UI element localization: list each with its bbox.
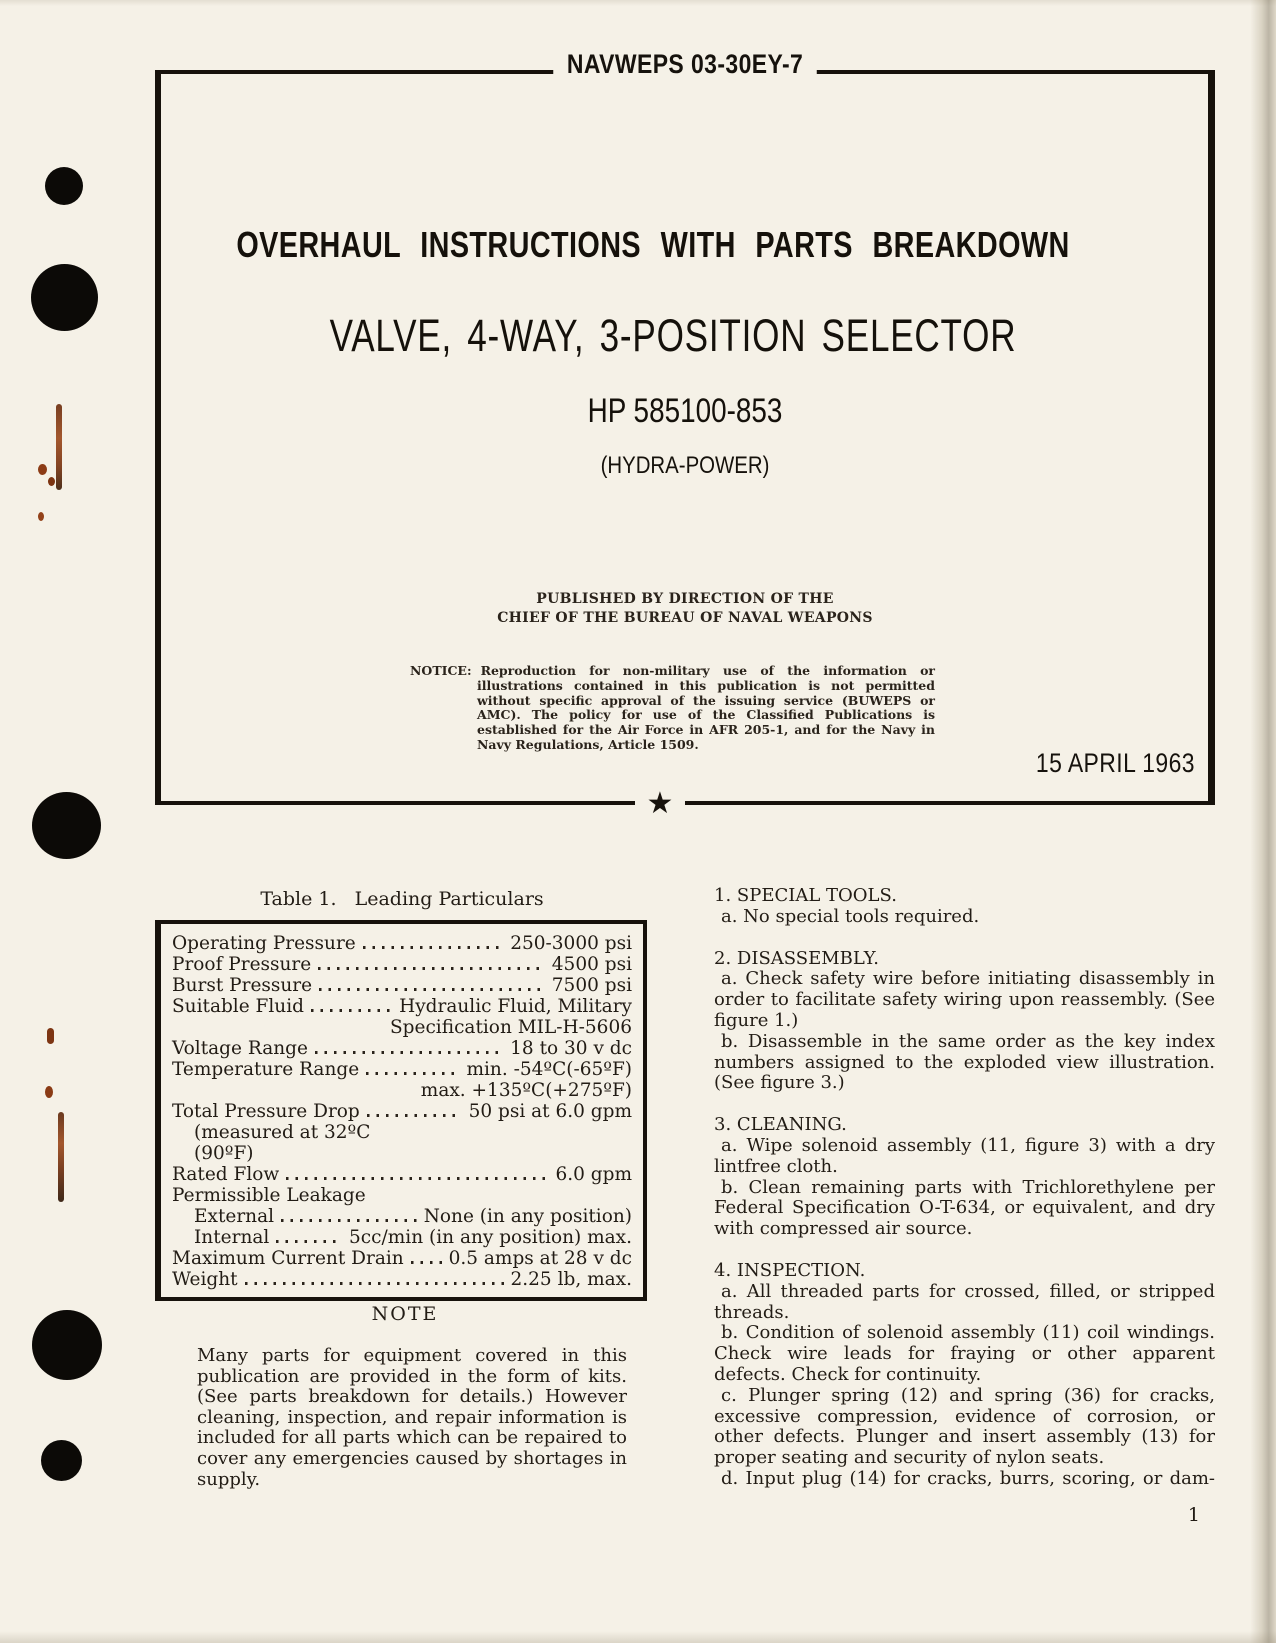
row-label: Temperature Range xyxy=(172,1059,360,1080)
leader-dots xyxy=(366,1072,459,1075)
section-heading: 2. DISASSEMBLY. xyxy=(714,947,879,969)
star-icon: ★ xyxy=(635,786,686,822)
binder-hole xyxy=(32,792,101,859)
row-label: (90ºF) xyxy=(194,1143,254,1164)
table-row xyxy=(172,1017,632,1038)
row-label: Suitable Fluid xyxy=(172,996,304,1017)
page-number: 1 xyxy=(1187,1504,1200,1526)
table-row xyxy=(172,933,632,954)
row-value: 7500 psi xyxy=(551,975,632,996)
table-row xyxy=(172,1248,632,1269)
row-label: Operating Pressure xyxy=(172,933,356,954)
instructions-column xyxy=(714,886,1215,1490)
notice xyxy=(410,664,935,753)
table-row xyxy=(172,996,632,1017)
section-paragraph: b. Disassemble in the same order as the key index numbers assigned to the exploded view illustration. (See figure 3.) xyxy=(714,1030,1215,1094)
table-row xyxy=(172,954,632,975)
row-value: None (in any position) xyxy=(423,1206,632,1227)
table-row xyxy=(172,1101,632,1122)
section-heading: 1. SPECIAL TOOLS. xyxy=(714,885,897,906)
leader-dots xyxy=(315,1051,503,1054)
section-paragraph: d. Input plug (14) for cracks, burrs, scoring, or dam- xyxy=(721,1467,1215,1489)
row-value: max. +135ºC(+275ºF) xyxy=(420,1080,632,1101)
notice-text: Reproduction for non-military use of the information or illustrations contained in this publication is not permitted without specific approval of the issuing service (BUWEPS or AMC). The policy for use of the Classified Publications is established for the Air Force in AFR 205-1, and for the Navy in Navy Regulations, Article 1509. xyxy=(477,663,935,752)
row-label: Maximum Current Drain xyxy=(172,1248,404,1269)
section-paragraph: c. Plunger spring (12) and spring (36) for cracks, excessive compression, evidence of corrosion, or other defects. Plunger and insert assembly (13) for proper seating and security of nylon seats. xyxy=(714,1384,1215,1469)
binder-hole xyxy=(45,167,83,205)
row-value: 0.5 amps at 28 v dc xyxy=(448,1248,632,1269)
leader-dots xyxy=(281,1219,417,1222)
row-label: Proof Pressure xyxy=(172,954,312,975)
row-label: Rated Flow xyxy=(172,1164,280,1185)
doc-number xyxy=(155,49,1215,80)
rust-stain xyxy=(45,1086,53,1098)
section xyxy=(714,1261,1215,1490)
leader-dots xyxy=(286,1177,548,1180)
row-value: Hydraulic Fluid, Military xyxy=(399,996,632,1017)
row-label: Total Pressure Drop xyxy=(172,1101,360,1122)
leader-dots xyxy=(319,988,545,991)
leader-dots xyxy=(245,1282,504,1285)
row-label: Weight xyxy=(172,1269,238,1290)
rust-stain xyxy=(48,477,55,486)
row-value: 2.25 lb, max. xyxy=(510,1269,632,1290)
binder-hole xyxy=(32,1310,102,1380)
leader-dots xyxy=(311,1009,392,1012)
paper-edge-shadow-top xyxy=(0,0,1276,6)
published-line: PUBLISHED BY DIRECTION OF THE xyxy=(536,591,834,607)
paper-edge-shadow-right xyxy=(1250,0,1276,1643)
row-value: 6.0 gpm xyxy=(555,1164,632,1185)
table-row xyxy=(172,1038,632,1059)
row-label: Internal xyxy=(194,1227,270,1248)
row-label: Voltage Range xyxy=(172,1038,308,1059)
row-value: 18 to 30 v dc xyxy=(510,1038,632,1059)
note-heading: NOTE xyxy=(371,1303,439,1325)
row-value: 50 psi at 6.0 gpm xyxy=(468,1101,632,1122)
rust-stain xyxy=(38,512,44,521)
rust-stain xyxy=(58,1112,64,1202)
section xyxy=(714,949,1215,1095)
table-row xyxy=(172,1143,632,1164)
section-paragraph: a. All threaded parts for crossed, filled, or stripped threads. xyxy=(714,1280,1215,1323)
doc-number-text: NAVWEPS 03-30EY-7 xyxy=(553,49,817,80)
table-caption: Table 1. Leading Particulars xyxy=(260,888,544,910)
row-label: External xyxy=(194,1206,275,1227)
table-row xyxy=(172,1185,632,1206)
leader-dots xyxy=(411,1261,442,1264)
table-row xyxy=(172,1164,632,1185)
row-label: (measured at 32ºC xyxy=(194,1122,371,1143)
rust-stain xyxy=(47,1028,54,1044)
row-value: Specification MIL-H-5606 xyxy=(389,1017,632,1038)
leader-dots xyxy=(367,1114,462,1117)
table-row xyxy=(172,1269,632,1290)
section-heading: 4. INSPECTION. xyxy=(714,1259,866,1281)
notice-label: NOTICE: xyxy=(410,663,472,678)
rust-stain xyxy=(56,404,62,490)
row-value: 250-3000 psi xyxy=(510,933,632,954)
section-paragraph: a. Check safety wire before initiating disassembly in order to facilitate safety wiring upon reassembly. (See figure 1.) xyxy=(714,968,1215,1031)
leader-dots xyxy=(276,1240,342,1243)
binder-hole xyxy=(41,1440,82,1481)
row-value: 4500 psi xyxy=(551,954,632,975)
section-paragraph: b. Condition of solenoid assembly (11) coil windings. Check wire leads for fraying or other apparent defects. Check for continuity. xyxy=(714,1322,1215,1385)
document-title: OVERHAUL INSTRUCTIONS WITH PARTS BREAKDOWN xyxy=(236,224,1070,265)
section-paragraph: a. No special tools required. xyxy=(721,905,980,927)
table-row xyxy=(172,1080,632,1101)
table-row xyxy=(172,1122,632,1143)
row-value: min. -54ºC(-65ºF) xyxy=(466,1059,632,1080)
binder-hole xyxy=(31,264,98,331)
row-label: Permissible Leakage xyxy=(172,1185,366,1206)
star-divider xyxy=(618,786,702,822)
published-line: CHIEF OF THE BUREAU OF NAVAL WEAPONS xyxy=(497,610,873,626)
part-number: HP 585100-853 xyxy=(587,392,783,430)
table-row xyxy=(172,1227,632,1248)
publication-date: 15 APRIL 1963 xyxy=(1035,748,1195,778)
leader-dots xyxy=(363,946,503,949)
table-row xyxy=(172,1206,632,1227)
section-paragraph: a. Wipe solenoid assembly (11, figure 3) with a dry lintfree cloth. xyxy=(714,1134,1215,1177)
leading-particulars-table xyxy=(155,920,647,1301)
section xyxy=(714,886,1215,928)
rust-stain xyxy=(38,464,47,475)
table-row xyxy=(172,1059,632,1080)
document-subtitle: VALVE, 4-WAY, 3-POSITION SELECTOR xyxy=(329,310,1017,361)
leader-dots xyxy=(318,967,545,970)
section-heading: 3. CLEANING. xyxy=(714,1114,847,1136)
published-by xyxy=(155,590,1215,628)
paper-edge-shadow-bottom xyxy=(0,1631,1276,1643)
section-paragraph: b. Clean remaining parts with Trichlorethylene per Federal Specification O-T-634, or equivalent, and dry with compressed air source. xyxy=(714,1176,1215,1240)
row-value: 5cc/min (in any position) max. xyxy=(349,1227,632,1248)
note-text: Many parts for equipment covered in this publication are provided in the form of kits. (See parts breakdown for details.) However cleaning, inspection, and repair information is included for all parts which can be repaired to cover any emergencies caused by shortages in supply. xyxy=(197,1345,627,1490)
table-row xyxy=(172,975,632,996)
section xyxy=(714,1115,1215,1240)
row-label: Burst Pressure xyxy=(172,975,313,996)
manufacturer-name: (HYDRA-POWER) xyxy=(600,452,770,479)
